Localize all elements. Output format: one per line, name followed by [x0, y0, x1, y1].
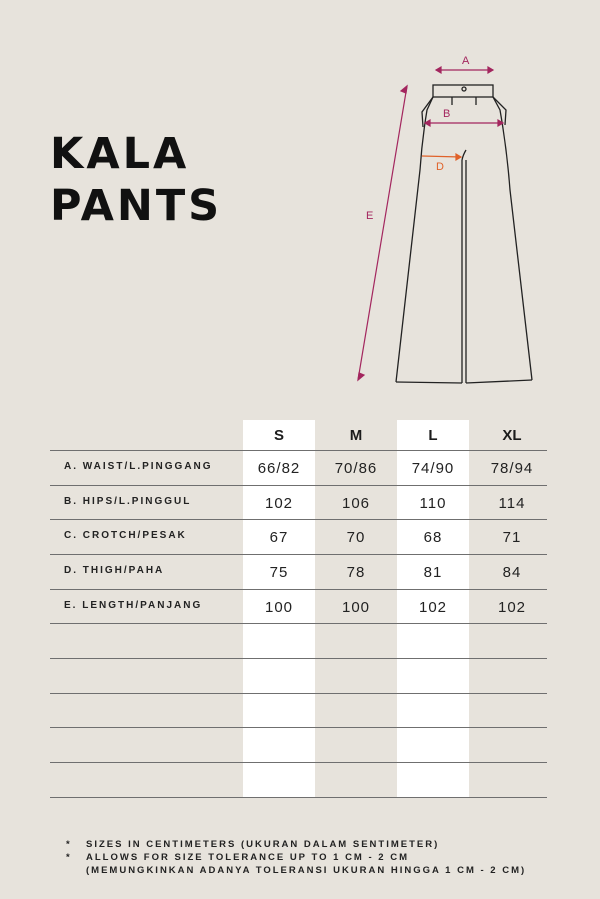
cell-crotch-s: 67 — [269, 529, 289, 546]
size-header-l: L — [428, 427, 438, 444]
table-divider — [50, 797, 547, 798]
measure-a — [436, 67, 493, 73]
product-title — [50, 128, 222, 232]
cell-thigh-xl: 84 — [502, 564, 522, 581]
footnote-1 — [66, 838, 526, 851]
cell-waist-l: 74/90 — [411, 460, 455, 477]
cell-thigh-m: 78 — [346, 564, 366, 581]
row-label-hips: B. HIPS/L.PINGGUL — [64, 496, 192, 507]
cell-crotch-l: 68 — [423, 529, 443, 546]
cell-hips-xl: 114 — [498, 495, 526, 512]
table-divider — [50, 554, 547, 555]
measure-label-b: B — [443, 108, 451, 120]
pants-diagram — [340, 48, 560, 398]
size-header-s: S — [273, 427, 284, 444]
footnotes — [66, 838, 526, 877]
row-label-length: E. LENGTH/PANJANG — [64, 600, 203, 611]
cell-length-l: 102 — [418, 599, 448, 616]
footnote-text: ALLOWS FOR SIZE TOLERANCE UP TO 1 CM - 2 CM — [86, 852, 409, 863]
cell-hips-m: 106 — [341, 495, 371, 512]
table-divider — [50, 727, 547, 728]
bullet: * — [66, 852, 72, 863]
title-line-1: KALA — [50, 129, 190, 179]
cell-crotch-xl: 71 — [502, 529, 522, 546]
row-label-waist: A. WAIST/L.PINGGANG — [64, 461, 213, 472]
footnote-2 — [66, 851, 526, 864]
footnote-text: (MEMUNGKINKAN ADANYA TOLERANSI UKURAN HINGGA 1 CM - 2 CM) — [86, 865, 527, 876]
cell-length-xl: 102 — [497, 599, 527, 616]
table-divider — [50, 519, 547, 520]
pants-outline — [396, 85, 532, 383]
cell-waist-m: 70/86 — [334, 460, 378, 477]
cell-hips-s: 102 — [264, 495, 294, 512]
row-label-thigh: D. THIGH/PAHA — [64, 565, 165, 576]
footnote-3 — [66, 864, 526, 877]
table-divider — [50, 693, 547, 694]
cell-length-s: 100 — [264, 599, 294, 616]
cell-length-m: 100 — [341, 599, 371, 616]
size-header-m: M — [349, 427, 363, 444]
bullet: * — [66, 839, 72, 850]
cell-waist-xl: 78/94 — [490, 460, 534, 477]
table-divider — [50, 623, 547, 624]
table-divider — [50, 762, 547, 763]
measure-d — [422, 154, 461, 160]
footnote-text: SIZES IN CENTIMETERS (UKURAN DALAM SENTIMETER) — [86, 839, 440, 850]
table-divider — [50, 450, 547, 451]
cell-hips-l: 110 — [419, 495, 447, 512]
cell-crotch-m: 70 — [346, 529, 366, 546]
title-line-2: PANTS — [50, 181, 223, 231]
cell-thigh-l: 81 — [423, 564, 443, 581]
table-divider — [50, 658, 547, 659]
row-label-crotch: C. CROTCH/PESAK — [64, 530, 187, 541]
measure-label-a: A — [462, 55, 470, 67]
measure-b — [425, 120, 503, 126]
measure-e — [358, 86, 407, 380]
table-divider — [50, 589, 547, 590]
cell-waist-s: 66/82 — [257, 460, 301, 477]
measure-label-d: D — [436, 161, 444, 173]
measure-label-e: E — [366, 210, 374, 222]
cell-thigh-s: 75 — [269, 564, 289, 581]
table-divider — [50, 485, 547, 486]
size-header-xl: XL — [502, 427, 522, 444]
